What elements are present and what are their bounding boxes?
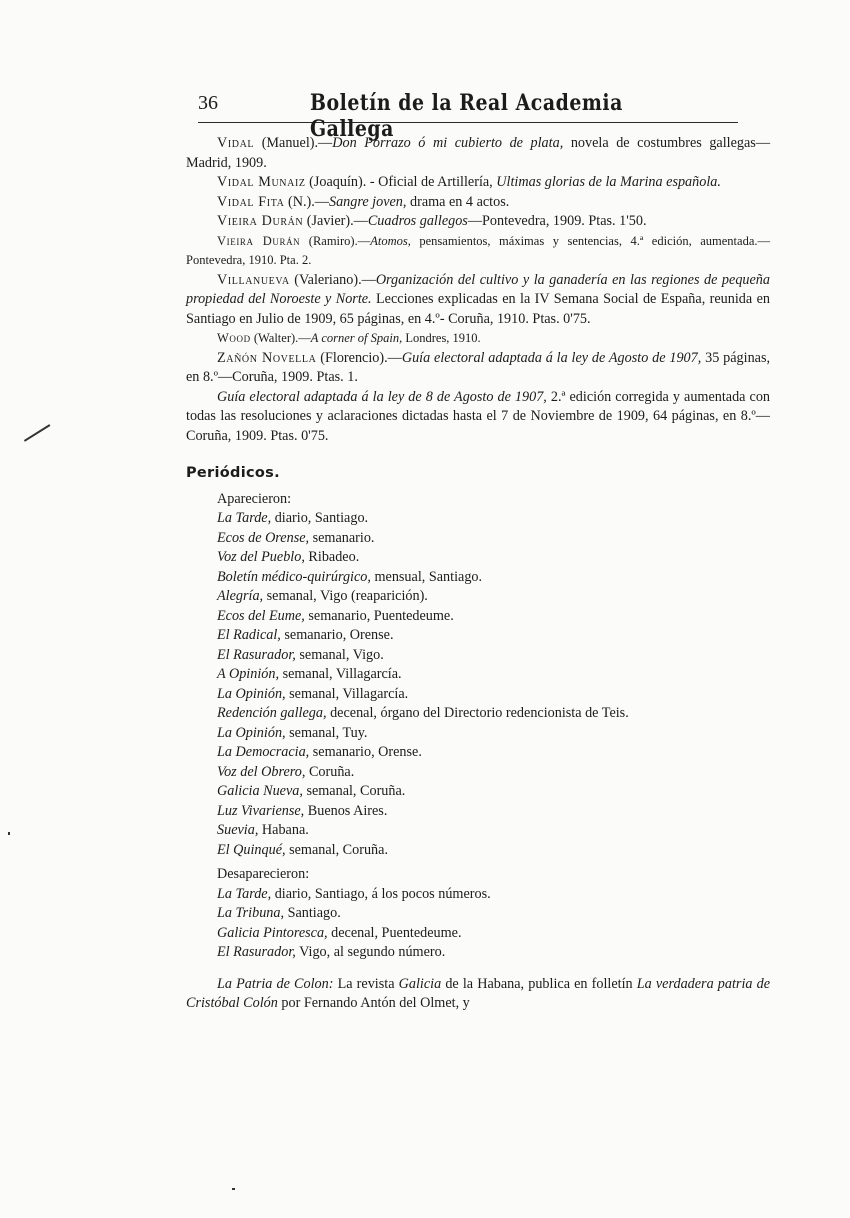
list-item: El Rasurador, Vigo, al segundo número. [217, 944, 446, 960]
list-item: Ecos del Eume, semanario, Puentedeume. [217, 607, 454, 624]
list-label: Desaparecieron: [217, 866, 310, 882]
bib-entry: Vieira Durán (Ramiro).—Atomos, pensamientos, máximas y sentencias, 4.ª edición, aumentada.—Pontevedra, 1910. Pta. 2. [186, 233, 770, 267]
list-item: La Opinión, semanal, Villagarcía. [217, 685, 409, 702]
list-item: Galicia Nueva, semanal, Coruña. [217, 783, 406, 799]
page-header [198, 90, 738, 142]
page-number: 36 [198, 92, 218, 114]
bib-entry: Guía electoral adaptada á la ley de 8 de Agosto de 1907, 2.ª edición corregida y aumentada con todas las resoluciones y aclaraciones dictadas hasta el 7 de Noviembre de 1909, 64 páginas, en 8.º—Coruña, 1909. Ptas. 0'75. [186, 388, 771, 444]
bib-entry: Vidal Munaiz (Joaquín). - Oficial de Artillería, Ultimas glorias de la Marina española. [217, 174, 721, 190]
bib-entry: Vidal (Manuel).—Don Porrazo ó mi cubierto de plata, novela de costumbres gallegas—Madrid, 1909. [186, 135, 771, 171]
list-item: Boletín médico-quirúrgico, mensual, Santiago. [217, 568, 483, 585]
margin-pen-stroke [24, 424, 50, 441]
list-item: Suevia, Habana. [217, 822, 309, 838]
list-item: Luz Vivariense, Buenos Aires. [217, 802, 388, 819]
list-item: Redención gallega, decenal, órgano del Directorio redencionista de Teis. [217, 705, 629, 721]
list-label: Aparecieron: [217, 490, 292, 507]
list-item: La Tribuna, Santiago. [217, 905, 341, 921]
list-item: Ecos de Orense, semanario. [217, 529, 375, 546]
list-item: A Opinión, semanal, Villagarcía. [217, 666, 402, 682]
scan-speck [8, 832, 10, 835]
list-item: El Radical, semanario, Orense. [217, 627, 394, 643]
list-item: La Democracia, semanario, Orense. [217, 744, 422, 760]
list-item: Voz del Obrero, Coruña. [217, 763, 355, 780]
list-item: El Quinqué, semanal, Coruña. [217, 841, 388, 858]
section-title: Periódicos. [186, 465, 280, 481]
bib-entry: Zañón Novella (Florencio).—Guía electoral adaptada á la ley de Agosto de 1907, 35 páginas, en 8.º—Coruña, 1909. Ptas. 1. [186, 349, 771, 385]
running-title: Boletín de la Real Academia Gallega [310, 90, 623, 142]
bib-entry: Vidal Fita (N.).—Sangre joven, drama en 4 actos. [217, 193, 510, 210]
list-item: La Tarde, diario, Santiago. [217, 510, 369, 526]
scan-speck [232, 1188, 235, 1190]
main-text [186, 134, 770, 1014]
closing-paragraph: La Patria de Colon: La revista Galicia de la Habana, publica en folletín La verdadera patria de Cristóbal Colón por Fernando Antón del Olmet, y [186, 975, 771, 1011]
list-item: Galicia Pintoresca, decenal, Puentedeume. [217, 924, 462, 941]
list-item: El Rasurador, semanal, Vigo. [217, 646, 384, 663]
list-item: Alegría, semanal, Vigo (reaparición). [217, 588, 428, 604]
bib-entry: Wood (Walter).—A corner of Spain, Londres, 1910. [217, 331, 481, 345]
bib-entry: Vieira Durán (Javier).—Cuadros gallegos—Pontevedra, 1909. Ptas. 1'50. [217, 213, 647, 229]
list-item: Voz del Pueblo, Ribadeo. [217, 549, 360, 565]
list-item: La Opinión, semanal, Tuy. [217, 724, 368, 741]
bib-entry: Villanueva (Valeriano).—Organización del cultivo y la ganadería en las regiones de pequeña propiedad del Noroeste y Norte. Lecciones explicadas en la IV Semana Social de España, reunida en Santiago en Julio de 1909, 65 páginas, en 4.º- Coruña, 1910. Ptas. 0'75. [186, 271, 770, 327]
list-item: La Tarde, diario, Santiago, á los pocos números. [217, 885, 491, 902]
